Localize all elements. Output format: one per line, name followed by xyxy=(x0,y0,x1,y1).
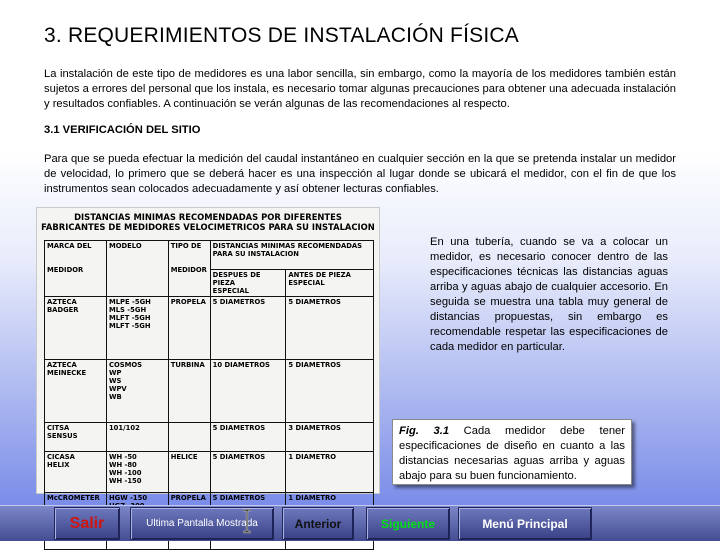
next-button-label: Siguiente xyxy=(380,516,435,531)
table-row xyxy=(45,297,374,360)
table-cell: 3 DIAMETROS xyxy=(286,423,374,452)
scan-table xyxy=(44,240,374,550)
scan-header-brand: MARCA DEL MEDIDOR xyxy=(45,241,107,297)
scan-table-caption: DISTANCIAS MINIMAS RECOMENDADAS POR DIFERENTES FABRICANTES DE MEDIDORES VELOCIMETRICOS PARA SU INSTALACION xyxy=(41,212,375,232)
table-cell: 101/102 xyxy=(106,423,168,452)
table-cell: CICASA HELIX xyxy=(45,452,107,493)
table-cell: 1 DIAMETRO xyxy=(286,493,374,550)
table-cell: McCROMETER xyxy=(45,493,107,550)
table-cell: 10 DIAMETROS xyxy=(210,360,286,423)
site-verification-paragraph: Para que se pueda efectuar la medición del caudal instantáneo en cualquier sección en la que se pretenda instalar un medidor de velocidad, lo primero que se deberá hacer es una inspección al lugar donde se ubicará el medidor, con el fin de que los instrumentos sean colocados adecuadamente y así obtener lecturas confiables. xyxy=(44,153,676,195)
section-heading: 3.1 VERIFICACIÓN DEL SITIO xyxy=(44,124,201,136)
table-cell: 5 DIAMETROS xyxy=(286,297,374,360)
table-cell: 5 DIAMETROS xyxy=(210,452,286,493)
next-button[interactable] xyxy=(366,507,450,540)
figure-caption-box xyxy=(392,419,632,485)
scan-subheader-after: DESPUES DE PIEZA ESPECIAL xyxy=(210,270,286,297)
table-cell: 5 DIAMETROS xyxy=(210,423,286,452)
table-cell: HGW -150 xyxy=(106,493,168,550)
scan-header-distances: DISTANCIAS MINIMAS RECOMENDADAS PARA SU INSTALACION xyxy=(210,241,373,270)
intro-paragraph: La instalación de este tipo de medidores es una labor sencilla, sin embargo, como la mayoría de los medidores también están sujetos a errores del personal que los instala, es necesario tomar algunas precauciones para obtener una adecuada instalación y resultados confiables. A continuación se verán algunas de las recomendaciones al respecto. xyxy=(44,68,676,110)
table-cell: TURBINA xyxy=(168,360,210,423)
exit-button[interactable] xyxy=(54,507,120,540)
text-cursor-icon xyxy=(241,509,253,533)
table-row xyxy=(45,360,374,423)
table-cell: COSMOS WP WS WPV WB xyxy=(106,360,168,423)
previous-button[interactable] xyxy=(282,507,354,540)
table-cell: PROPELA xyxy=(168,297,210,360)
side-description: En una tubería, cuando se va a colocar un medidor, es necesario conocer dentro de las especificaciones técnicas las distancias aguas arriba y aguas abajo de cualquier accesorio. En seguida se muestra una tabla muy general de distancias propuestas, sin embargo es recomendable respetar las especificaciones de cada medidor en particular. xyxy=(430,236,668,353)
table-cell: 1 DIAMETRO xyxy=(286,452,374,493)
main-menu-button-label: Menú Principal xyxy=(482,516,568,531)
scan-header-type: TIPO DE MEDIDOR xyxy=(168,241,210,297)
main-menu-button[interactable] xyxy=(458,507,592,540)
table-cell: 5 DIAMETROS xyxy=(210,297,286,360)
table-cell: PROPELA xyxy=(168,493,210,550)
table-cell: MLPE -5GH MLS -5GH MLFT -5GH MLFT -5GH xyxy=(106,297,168,360)
slide-title: 3. REQUERIMIENTOS DE INSTALACIÓN FÍSICA xyxy=(44,24,519,47)
table-cell: HELICE xyxy=(168,452,210,493)
table-cell: WH -50 WH -80 WH -100 WH -150 xyxy=(106,452,168,493)
figure-label: Fig. 3.1 xyxy=(399,425,450,437)
table-cell: AZTECA MEINECKE xyxy=(45,360,107,423)
exit-button-label: Salir xyxy=(69,514,105,532)
table-cell xyxy=(168,423,210,452)
previous-button-label: Anterior xyxy=(294,516,342,531)
scan-subheader-before: ANTES DE PIEZA ESPECIAL xyxy=(286,270,374,297)
table-row xyxy=(45,423,374,452)
table-row xyxy=(45,452,374,493)
table-cell: 5 DIAMETROS xyxy=(210,493,286,550)
figure-caption-text: Cada medidor debe tener especificaciones de diseño en cuanto a las distancias necesarias aguas arriba y aguas abajo para su buen funcionamiento. xyxy=(399,425,626,482)
scanned-distance-table-image xyxy=(36,207,380,502)
table-cell: CITSA SENSUS xyxy=(45,423,107,452)
last-screen-button-label: Ultima Pantalla Mostrada xyxy=(146,518,258,529)
table-cell: 5 DIAMETROS xyxy=(286,360,374,423)
table-cell: AZTECA BADGER xyxy=(45,297,107,360)
scan-header-model: MODELO xyxy=(106,241,168,297)
